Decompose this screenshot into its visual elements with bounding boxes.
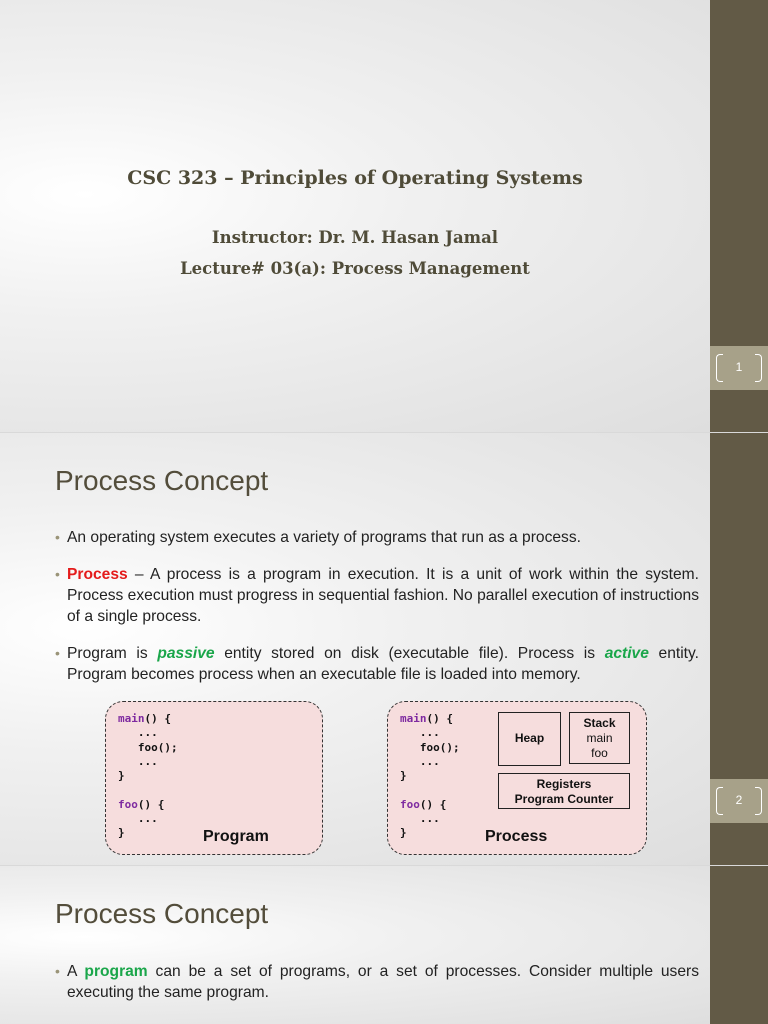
program-label: Program [203, 828, 269, 845]
stack-frame: foo [591, 746, 608, 760]
stack-frame: main [586, 731, 613, 745]
heap-block: Heap [498, 712, 561, 766]
bracket-right-icon [755, 787, 762, 815]
stack-block [569, 712, 630, 764]
registers-label: Registers [536, 777, 592, 791]
stack-title: Stack [583, 716, 616, 730]
bullet-text: A [67, 963, 85, 980]
lecture-line: Lecture# 03(a): Process Management [180, 259, 530, 278]
title-slide [0, 0, 710, 432]
slide-heading: Process Concept [55, 898, 269, 929]
bullet-item [55, 564, 699, 627]
slide-sidebar [710, 866, 768, 1024]
registers-block [498, 773, 630, 809]
bullet-text: can be a set of programs, or a set of processes. Consider multiple users executing the same program. [67, 963, 700, 1001]
bullet-icon: • [55, 566, 60, 582]
page-number: 1 [735, 360, 743, 374]
process-diagram [387, 701, 647, 855]
program-code: main() { ... foo(); ... } foo() { ... } [118, 712, 178, 840]
slide-heading: Process Concept [55, 465, 269, 496]
keyword-active: active [604, 645, 649, 662]
bullet-text: An operating system executes a variety of programs that run as a process. [67, 529, 581, 546]
bullet-text: Program is [67, 645, 158, 662]
bullet-text: entity. Program becomes process when an executable file is loaded into memory. [67, 645, 699, 683]
slide-sidebar [710, 433, 768, 865]
bracket-right-icon [755, 354, 762, 382]
keyword-passive: passive [157, 645, 215, 662]
bullet-list [55, 961, 699, 1019]
bullet-item [55, 961, 699, 1003]
program-diagram [105, 701, 323, 855]
bullet-item [55, 527, 699, 548]
course-title: CSC 323 – Principles of Operating Systems [127, 167, 583, 189]
bullet-text: entity stored on disk (executable file). Process is [214, 645, 605, 662]
process-label: Process [485, 828, 548, 845]
page-number-badge [710, 346, 768, 390]
process-concept-slide-2 [0, 866, 710, 1024]
process-code: main() { ... foo(); ... } foo() { ... } [400, 712, 460, 840]
bullet-item [55, 643, 699, 685]
bullet-icon: • [55, 645, 60, 661]
slide-sidebar [710, 0, 768, 432]
bullet-icon: • [55, 529, 60, 545]
bullet-list [55, 527, 699, 701]
keyword-process: Process [67, 566, 128, 583]
keyword-program: program [84, 963, 148, 980]
bullet-icon: • [55, 963, 60, 979]
instructor-line: Instructor: Dr. M. Hasan Jamal [211, 228, 499, 247]
page-number-badge [710, 779, 768, 823]
bullet-text: – A process is a program in execution. It is a unit of work within the system. Process execution must progress in sequential fashion. No parallel execution of instructions of a single process. [67, 566, 699, 625]
process-concept-slide [0, 433, 710, 865]
page-number: 2 [735, 793, 743, 807]
program-counter-label: Program Counter [514, 792, 614, 806]
